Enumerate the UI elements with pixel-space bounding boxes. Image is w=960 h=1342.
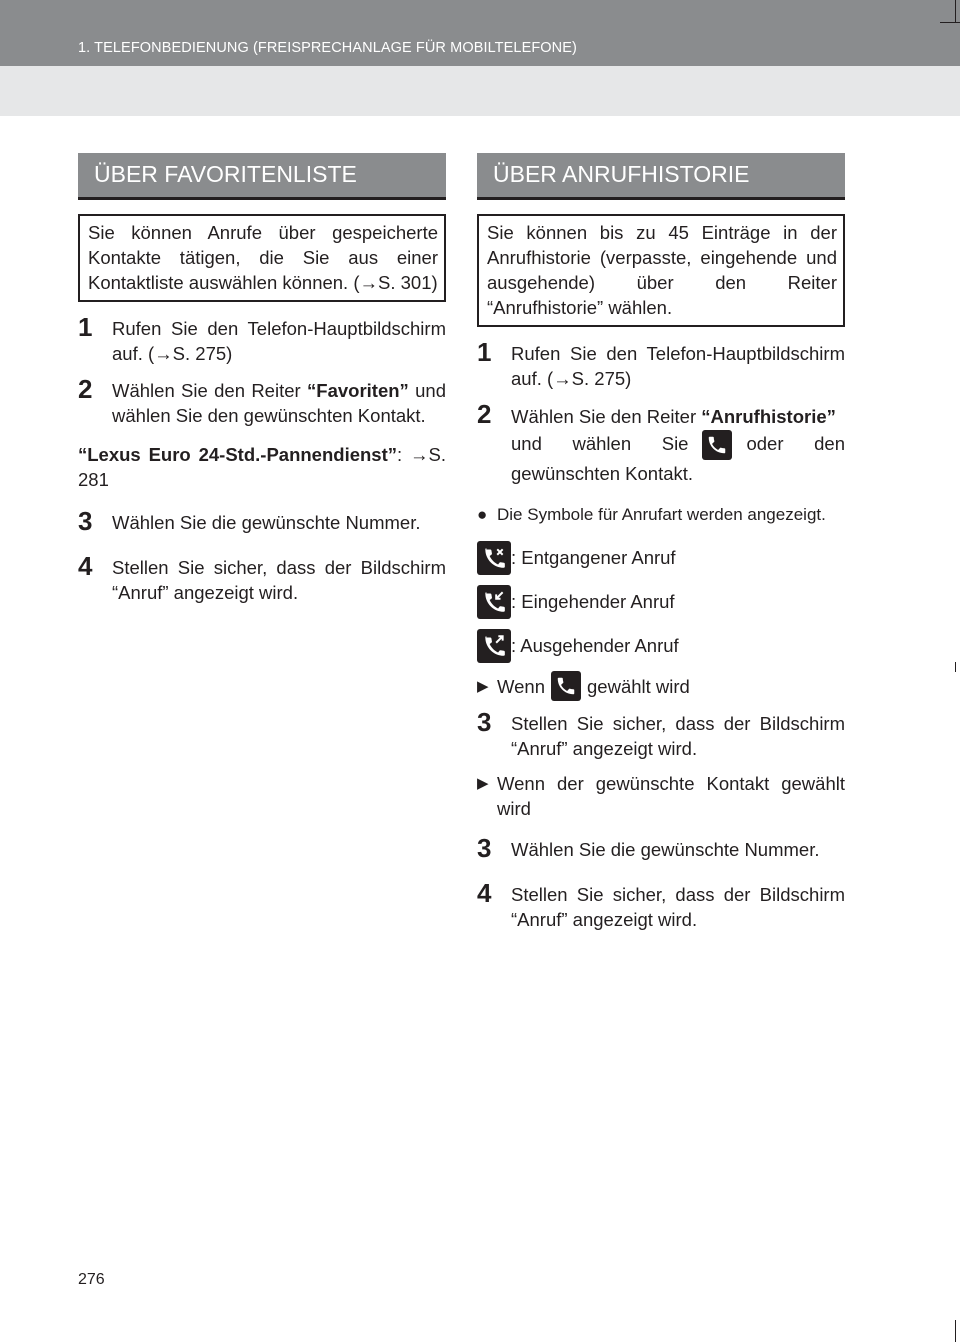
step-3 (78, 506, 446, 536)
step-number: 3 (477, 833, 492, 864)
bullet-text: Die Symbole für Anrufart werden angezeigt. (497, 505, 826, 525)
step-text: Wählen Sie die gewünschte Nummer. (112, 512, 421, 533)
crop-mark (940, 22, 960, 23)
step-text-pre: Wählen Sie den Reiter (511, 406, 702, 427)
missed-call-icon (477, 541, 511, 575)
favorites-tab-ref: “Favoriten” (307, 380, 409, 401)
step-1 (477, 337, 845, 391)
sub-heading-contact (477, 771, 845, 821)
note-rest: : →S. 281 (78, 444, 446, 490)
note-bold: “Lexus Euro 24-Std.-Pannendienst” (78, 444, 397, 465)
outgoing-call-icon (477, 629, 511, 663)
step-text-post: und wählen Sie den gewünschten Kontakt. (112, 380, 446, 426)
page-number: 276 (78, 1271, 105, 1288)
incoming-call-icon (477, 585, 511, 619)
intro-box: Sie können Anrufe über gespeicherte Kontakte tätigen, die Sie aus einer Kontaktliste auswählen können. (→S. 301) (78, 214, 446, 302)
step-number: 3 (477, 707, 492, 738)
step-4 (78, 551, 446, 605)
crop-mark (955, 0, 956, 22)
call-history-section (477, 153, 845, 932)
chapter-title: 1. TELEFONBEDIENUNG (FREISPRECHANLAGE FÜR MOBILTELEFONE) (78, 40, 577, 56)
bullet-dot: ● (477, 505, 488, 525)
bullet-call-types (477, 503, 845, 527)
step-number: 1 (477, 337, 492, 367)
step-number: 4 (78, 551, 93, 581)
step-text: Stellen Sie sicher, dass der Bildschirm “Anruf” angezeigt wird. (511, 884, 845, 931)
legend-label: : Eingehender Anruf (511, 591, 675, 613)
crop-mark (955, 1320, 956, 1342)
step-text: Rufen Sie den Telefon-Hauptbildschirm auf. (→S. 275) (112, 318, 446, 364)
legend-missed (477, 541, 845, 575)
sub-text-post: gewählt wird (587, 675, 690, 697)
legend-outgoing (477, 629, 845, 663)
step-number: 4 (477, 878, 492, 909)
step-number: 2 (477, 399, 492, 429)
sub-heading-phone (477, 671, 845, 701)
step-text: Wählen Sie die gewünschte Nummer. (511, 839, 820, 861)
step-text: Stellen Sie sicher, dass der Bildschirm “Anruf” angezeigt wird. (511, 713, 845, 760)
step-text: Rufen Sie den Telefon-Hauptbildschirm auf. (→S. 275) (511, 343, 845, 389)
legend-incoming (477, 585, 845, 619)
step-3b (477, 833, 845, 864)
legend-label: : Ausgehender Anruf (511, 635, 679, 657)
header-band (0, 0, 960, 66)
step-2 (477, 399, 845, 487)
step-2 (78, 374, 446, 428)
step-text (112, 378, 446, 428)
step-4 (477, 878, 845, 932)
legend-label: : Entgangener Anruf (511, 547, 676, 569)
section-title: ÜBER ANRUFHISTORIE (477, 153, 845, 200)
step-number: 1 (78, 312, 93, 342)
call-history-tab-ref: “Anrufhistorie” (701, 406, 836, 427)
favorites-section (78, 153, 446, 605)
step-text: Stellen Sie sicher, dass der Bildschirm “Anruf” angezeigt wird. (112, 557, 446, 603)
phone-icon (702, 430, 732, 460)
step-1 (78, 312, 446, 366)
section-title: ÜBER FAVORITENLISTE (78, 153, 446, 200)
phone-icon (551, 671, 581, 701)
step-text-post: oder den gewünschten Kontakt. (511, 433, 845, 485)
note-paragraph (78, 442, 446, 492)
intro-box: Sie können bis zu 45 Einträge in der Anrufhistorie (verpasste, eingehende und ausgehende) über den Reiter “Anrufhistorie” wählen. (477, 214, 845, 327)
triangle-bullet: ▶ (477, 677, 489, 695)
step-text-pre: Wählen Sie den Reiter (112, 380, 308, 401)
triangle-bullet: ▶ (477, 775, 489, 793)
header-subband (0, 66, 960, 116)
step-number: 2 (78, 374, 93, 404)
sub-text-pre: Wenn (497, 675, 545, 697)
step-number: 3 (78, 506, 93, 536)
crop-mark (955, 662, 956, 672)
step-text-mid: und wählen Sie (511, 433, 689, 454)
sub-text: Wenn der gewünschte Kontakt gewählt wird (497, 773, 845, 820)
step-text (511, 403, 845, 487)
step-3a (477, 707, 845, 761)
